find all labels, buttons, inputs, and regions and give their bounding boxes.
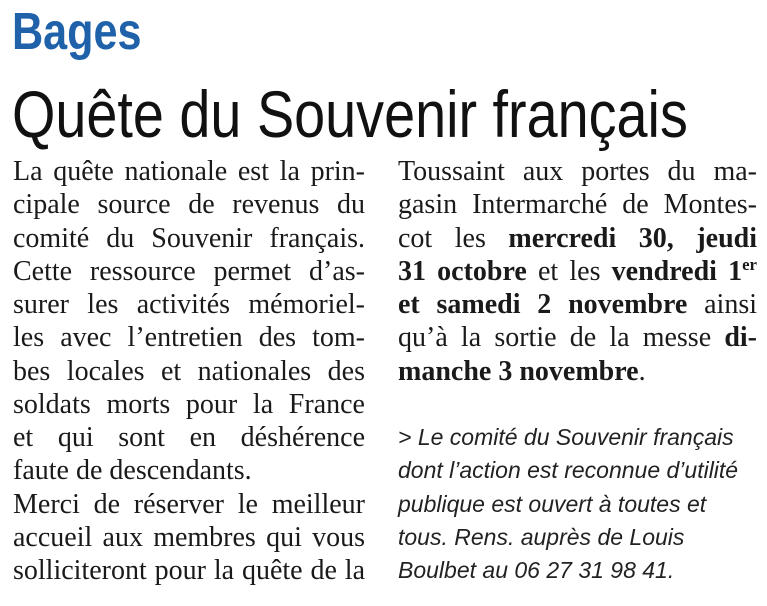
info-note — [398, 421, 757, 587]
body-text: ainsi — [687, 289, 758, 320]
body-line: bes locales et nationales des — [13, 355, 365, 387]
body-text: qu’à la sortie de la messe — [398, 322, 725, 354]
body-line — [398, 222, 757, 255]
body-text: Toussaint aux portes du ma- — [398, 156, 757, 187]
body-line: surer les activités mémoriel- — [13, 289, 365, 320]
body-line — [398, 188, 757, 221]
body-line: cipale source de revenus du — [13, 189, 365, 221]
article-title: Quête du Souvenir français — [12, 77, 688, 151]
note-line: publique est ouvert à toutes et — [398, 490, 707, 517]
note-line: dont l’action est reconnue d’utilité — [398, 457, 739, 484]
body-text: et les — [526, 255, 612, 287]
body-line — [398, 255, 757, 288]
body-text: cot les — [398, 222, 509, 254]
body-line — [398, 321, 757, 354]
body-line: les avec l’entretien des tom- — [13, 322, 365, 354]
body-line: Cette ressource permet d’as- — [13, 255, 365, 287]
body-line: Merci de réserver le meilleur — [13, 488, 365, 520]
event-dates-bold: mercredi 30, jeudi — [508, 222, 758, 254]
body-line: accueil aux membres qui vous — [13, 521, 365, 553]
event-dates-bold: et samedi 2 novembre — [398, 289, 688, 320]
body-line: et qui sont en déshérence — [13, 422, 365, 453]
note-line: > Le comité du Souvenir français — [398, 424, 734, 450]
body-column-right — [398, 155, 757, 388]
event-dates-bold: 31 octobre — [398, 255, 527, 287]
body-line: La quête nationale est la prin- — [13, 156, 365, 187]
body-line: comité du Souvenir français. — [13, 222, 365, 254]
note-line: tous. Rens. auprès de Louis — [398, 523, 685, 550]
event-dates-bold: di- — [724, 322, 757, 354]
body-line — [398, 288, 757, 321]
section-kicker: Bages — [12, 3, 142, 61]
body-column-left — [13, 155, 365, 587]
note-line: Boulbet au 06 27 31 98 41. — [398, 557, 675, 583]
body-line: soldats morts pour la France — [13, 388, 365, 420]
body-line: solliciteront pour la quête de la — [13, 555, 365, 586]
body-line — [398, 355, 757, 388]
body-text: . — [638, 355, 646, 387]
body-line — [398, 155, 757, 188]
body-text: gasin Intermarché de Montes- — [398, 189, 757, 221]
body-line: faute de descendants. — [13, 455, 252, 487]
event-dates-bold: manche 3 novembre — [398, 355, 639, 387]
ordinal-superscript: er — [742, 254, 757, 274]
event-dates-bold: vendredi 1 — [611, 255, 743, 287]
